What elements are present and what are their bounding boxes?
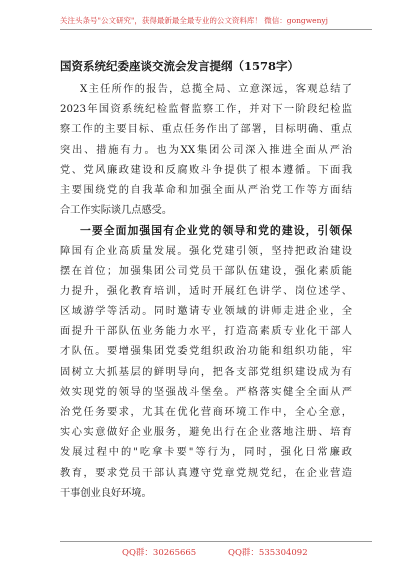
body-line: X主任所作的报告，总揽全局、立意深远，客观总结了 [80, 84, 352, 95]
body-line: 实心实意做好企业服务，避免出行在企业落地注册、培育 [60, 427, 352, 439]
body-line: 主要围绕党的自我革命和加强全面从严治党工作等方面结 [60, 184, 352, 196]
body-line: 发展过程中的"吃拿卡要"等行为，同时，强化日常廉政 [60, 447, 352, 459]
body-line: 合工作实际谈几点感受。 [60, 205, 173, 217]
header-banner-text: 关注头条号"公文研究"，获得最新最全最专业的公文资料库！ 微信：gongwenyj [60, 16, 328, 25]
body-line: 障国有企业高质量发展。强化党建引领，坚持把政治建设 [60, 245, 352, 257]
body-line: 效实现党的领导的坚强战斗堡垒。严格落实健全全面从严 [60, 386, 352, 398]
body-line: 摆在首位；加强集团公司党员干部队伍建设，强化素质能 [60, 265, 352, 277]
body-line: 面提升干部队伍业务能力水平，打造高素质专业化干部人 [60, 326, 352, 338]
body-line: 区域游学等活动。同时邀请专业领域的讲师走进企业，全 [60, 306, 352, 318]
body-line: 固树立大抓基层的鲜明导向，把各支部党组织建设成为有 [60, 366, 352, 378]
body-line: 察工作的主要目标、重点任务作出了部署，目标明确、重点 [60, 124, 352, 136]
document-body [60, 80, 352, 504]
body-line: 干事创业良好环境。 [60, 487, 152, 499]
body-line: 才队伍。要增强集团党委党组织政治功能和组织功能，牢 [60, 346, 352, 358]
document-title: 国资系统纪委座谈交流会发言提纲（1578字） [60, 59, 300, 73]
footer-bar [60, 541, 372, 558]
body-line: 教育，要求党员干部认真遵守党章党规党纪，在企业营造 [60, 467, 352, 479]
footer-qq-group-1: QQ群：30265665 [122, 548, 197, 558]
body-line: 力提升，强化教育培训，适时开展红色讲学、岗位述学、 [60, 285, 352, 297]
body-line: 治党任务要求，尤其在优化营商环境工作中，全心全意， [60, 407, 352, 418]
footer-qq-group-2: QQ群：535304092 [228, 548, 308, 558]
section-heading-line: 一要全面加强国有企业党的领导和党的建设，引领保 [80, 224, 352, 238]
body-line: 突出、措施有力。也为XX集团公司深入推进全面从严治 [60, 144, 352, 156]
body-line: 党、党风廉政建设和反腐败斗争提供了根本遵循。下面我 [60, 164, 352, 176]
body-line: 2023年国资系统纪检监督监察工作，并对下一阶段纪检监 [60, 104, 352, 116]
header-banner [60, 16, 372, 30]
